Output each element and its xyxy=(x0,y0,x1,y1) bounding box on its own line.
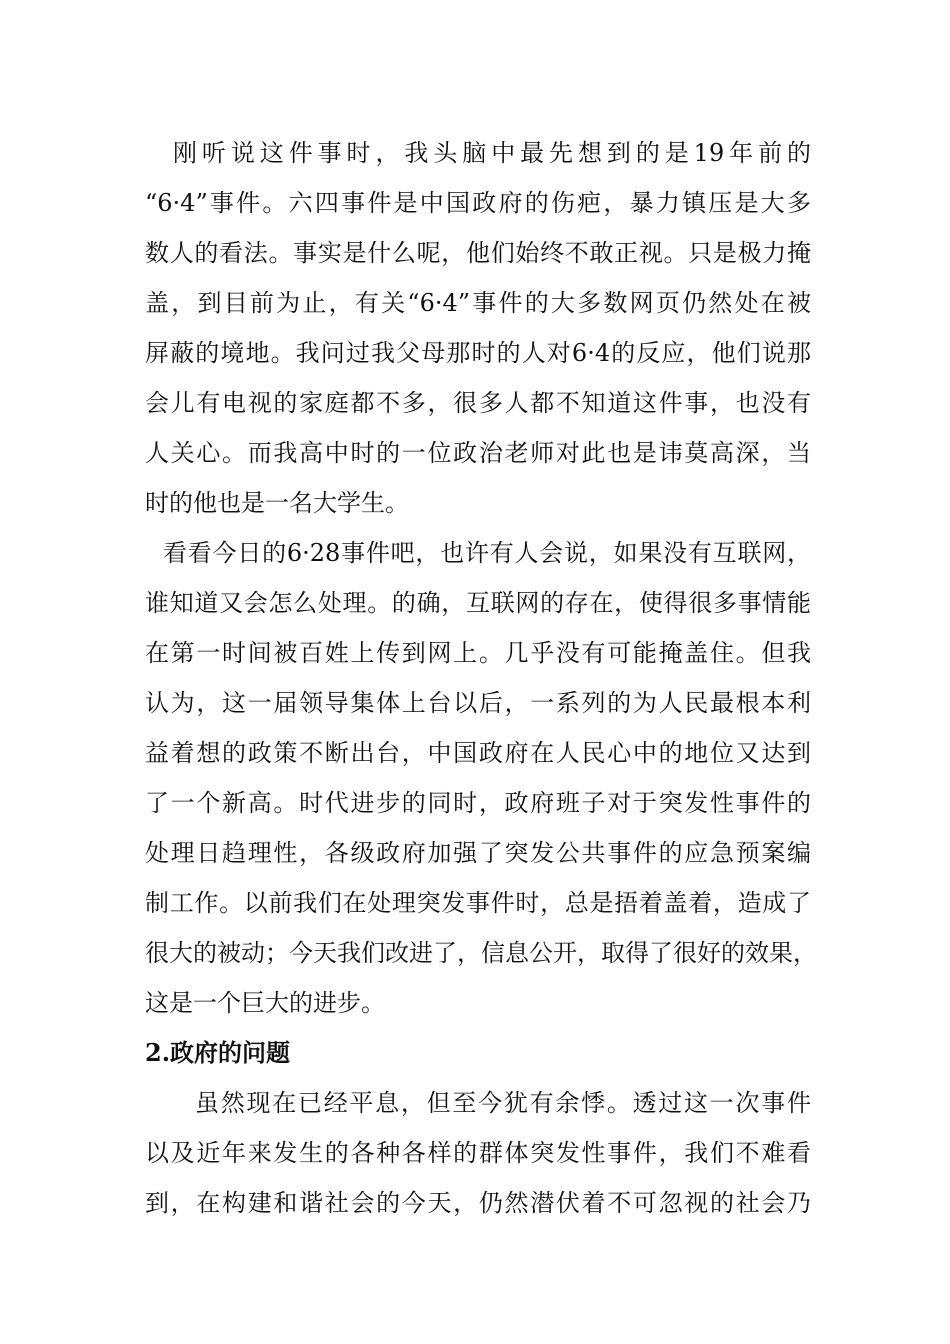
paragraph-line: 虽然现在已经平息，但至今犹有余悸。透过这一次事件 xyxy=(195,1089,811,1117)
paragraph-line: 刚听说这件事时，我头脑中最先想到的是19年前的 xyxy=(173,139,811,167)
paragraph-line: 数人的看法。事实是什么呢，他们始终不敢正视。只是极力掩 xyxy=(145,239,811,267)
paragraph-line: 时的他也是一名大学生。 xyxy=(145,489,409,517)
paragraph-line: 处理日趋理性，各级政府加强了突发公共事件的应急预案编 xyxy=(145,839,811,867)
paragraph-line: 谁知道又会怎么处理。的确，互联网的存在，使得很多事情能 xyxy=(145,589,811,617)
paragraph-line: 在第一时间被百姓上传到网上。几乎没有可能掩盖住。但我 xyxy=(145,639,811,667)
paragraph-line: 到，在构建和谐社会的今天，仍然潜伏着不可忽视的社会乃 xyxy=(145,1189,811,1217)
paragraph-1 xyxy=(145,128,811,528)
paragraph-line: 以及近年来发生的各种各样的群体突发性事件，我们不难看 xyxy=(145,1139,811,1167)
paragraph-line: 会儿有电视的家庭都不多，很多人都不知道这件事，也没有 xyxy=(145,389,811,417)
paragraph-line: 认为，这一届领导集体上台以后，一系列的为人民最根本利 xyxy=(145,689,811,717)
paragraph-line: 了一个新高。时代进步的同时，政府班子对于突发性事件的 xyxy=(145,789,811,817)
paragraph-line: 益着想的政策不断出台，中国政府在人民心中的地位又达到 xyxy=(145,739,811,767)
paragraph-line: 人关心。而我高中时的一位政治老师对此也是讳莫高深，当 xyxy=(145,439,811,467)
paragraph-3 xyxy=(145,1078,811,1228)
paragraph-line: 盖，到目前为止，有关“6·4”事件的大多数网页仍然处在被 xyxy=(145,289,811,317)
paragraph-line: 看看今日的6·28事件吧，也许有人会说，如果没有互联网， xyxy=(163,539,811,567)
section-heading: 2.政府的问题 xyxy=(145,1038,291,1067)
paragraph-line: 这是一个巨大的进步。 xyxy=(145,989,385,1017)
paragraph-2 xyxy=(145,528,817,1028)
paragraph-line: 屏蔽的境地。我问过我父母那时的人对6·4的反应，他们说那 xyxy=(145,339,811,367)
paragraph-line: 制工作。以前我们在处理突发事件时，总是捂着盖着，造成了 xyxy=(145,889,811,917)
paragraph-line: “6·4”事件。六四事件是中国政府的伤疤，暴力镇压是大多 xyxy=(145,189,811,217)
document-body xyxy=(145,128,817,1228)
paragraph-line: 很大的被动；今天我们改进了，信息公开，取得了很好的效果， xyxy=(145,939,817,967)
